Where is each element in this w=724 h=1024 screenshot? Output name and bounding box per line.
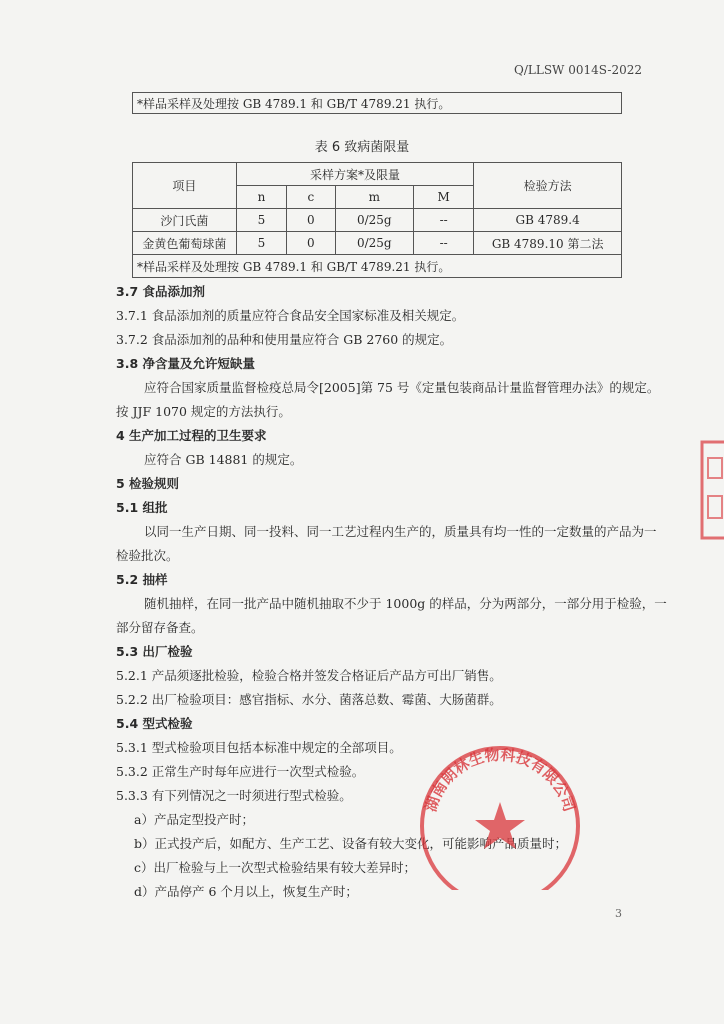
- subheader-m: m: [335, 186, 413, 209]
- section-5-heading: 5 检验规则: [116, 476, 180, 491]
- clause-5-3-3: 5.3.3 有下列情况之一时须进行型式检验。: [116, 788, 352, 803]
- clause-5-3-1: 5.3.1 型式检验项目包括本标准中规定的全部项目。: [116, 740, 402, 755]
- cell-m: 0/25g: [335, 209, 413, 232]
- pathogen-limit-table: [132, 162, 622, 278]
- cell-n: 5: [236, 209, 286, 232]
- clause-5-1-line-1: 以同一生产日期、同一投料、同一工艺过程内生产的，质量具有均一性的一定数量的产品为一: [144, 524, 657, 539]
- subheader-n: n: [236, 186, 286, 209]
- list-item-b: b）正式投产后，如配方、生产工艺、设备有较大变化，可能影响产品质量时；: [134, 836, 568, 851]
- subheader-c: c: [287, 186, 335, 209]
- clause-5-2-2: 5.2.2 出厂检验项目：感官指标、水分、菌落总数、霉菌、大肠菌群。: [116, 692, 502, 707]
- clause-5-3-2: 5.3.2 正常生产时每年应进行一次型式检验。: [116, 764, 365, 779]
- clause-3-8-line-1: 应符合国家质量监督检疫总局令[2005]第 75 号《定量包装商品计量监督管理办法》的规定。: [144, 380, 660, 395]
- clause-5-2-line-1: 随机抽样，在同一批产品中随机抽取不少于 1000g 的样品，分为两部分，一部分用于检验，一: [144, 596, 667, 611]
- clause-5-1-line-2: 检验批次。: [116, 548, 179, 563]
- section-5-4-heading: 5.4 型式检验: [116, 716, 193, 731]
- subheader-M: M: [413, 186, 473, 209]
- header-sampling: 采样方案*及限量: [236, 163, 474, 186]
- cell-m: 0/25g: [335, 232, 413, 255]
- cell-method: GB 4789.4: [474, 209, 622, 232]
- document-code: Q/LLSW 0014S-2022: [514, 63, 642, 77]
- table-note: *样品采样及处理按 GB 4789.1 和 GB/T 4789.21 执行。: [133, 255, 622, 278]
- page-edge-seal-fragment: [700, 440, 724, 544]
- cell-c: 0: [287, 209, 335, 232]
- section-5-1-heading: 5.1 组批: [116, 500, 168, 515]
- cell-method: GB 4789.10 第二法: [474, 232, 622, 255]
- section-3-7-heading: 3.7 食品添加剂: [116, 284, 205, 299]
- table-row: [133, 209, 622, 232]
- table-row: [133, 232, 622, 255]
- cell-item: 沙门氏菌: [133, 209, 237, 232]
- clause-3-7-2: 3.7.2 食品添加剂的品种和使用量应符合 GB 2760 的规定。: [116, 332, 453, 347]
- list-item-d: d）产品停产 6 个月以上，恢复生产时；: [134, 884, 358, 899]
- list-item-a: a）产品定型投产时；: [134, 812, 254, 827]
- clause-4-text: 应符合 GB 14881 的规定。: [144, 452, 303, 467]
- header-item: 项目: [133, 163, 237, 209]
- company-seal: [410, 740, 590, 894]
- clause-3-8-line-2: 按 JJF 1070 规定的方法执行。: [116, 404, 291, 419]
- clause-5-2-line-2: 部分留存备查。: [116, 620, 204, 635]
- seal-text: 湖南朗林生物科技有限公司: [421, 745, 579, 814]
- section-5-3-heading: 5.3 出厂检验: [116, 644, 193, 659]
- list-item-c: c）出厂检验与上一次型式检验结果有较大差异时；: [134, 860, 417, 875]
- header-method: 检验方法: [474, 163, 622, 209]
- section-3-8-heading: 3.8 净含量及允许短缺量: [116, 356, 255, 371]
- cell-c: 0: [287, 232, 335, 255]
- previous-table-note: *样品采样及处理按 GB 4789.1 和 GB/T 4789.21 执行。: [132, 92, 622, 114]
- clause-5-2-1: 5.2.1 产品须逐批检验，检验合格并签发合格证后产品方可出厂销售。: [116, 668, 502, 683]
- cell-item: 金黄色葡萄球菌: [133, 232, 237, 255]
- section-4-heading: 4 生产加工过程的卫生要求: [116, 428, 267, 443]
- cell-n: 5: [236, 232, 286, 255]
- cell-M: --: [413, 209, 473, 232]
- page-number: 3: [615, 907, 622, 920]
- clause-3-7-1: 3.7.1 食品添加剂的质量应符合食品安全国家标准及相关规定。: [116, 308, 465, 323]
- cell-M: --: [413, 232, 473, 255]
- table-caption: 表 6 致病菌限量: [314, 140, 410, 155]
- section-5-2-heading: 5.2 抽样: [116, 572, 168, 587]
